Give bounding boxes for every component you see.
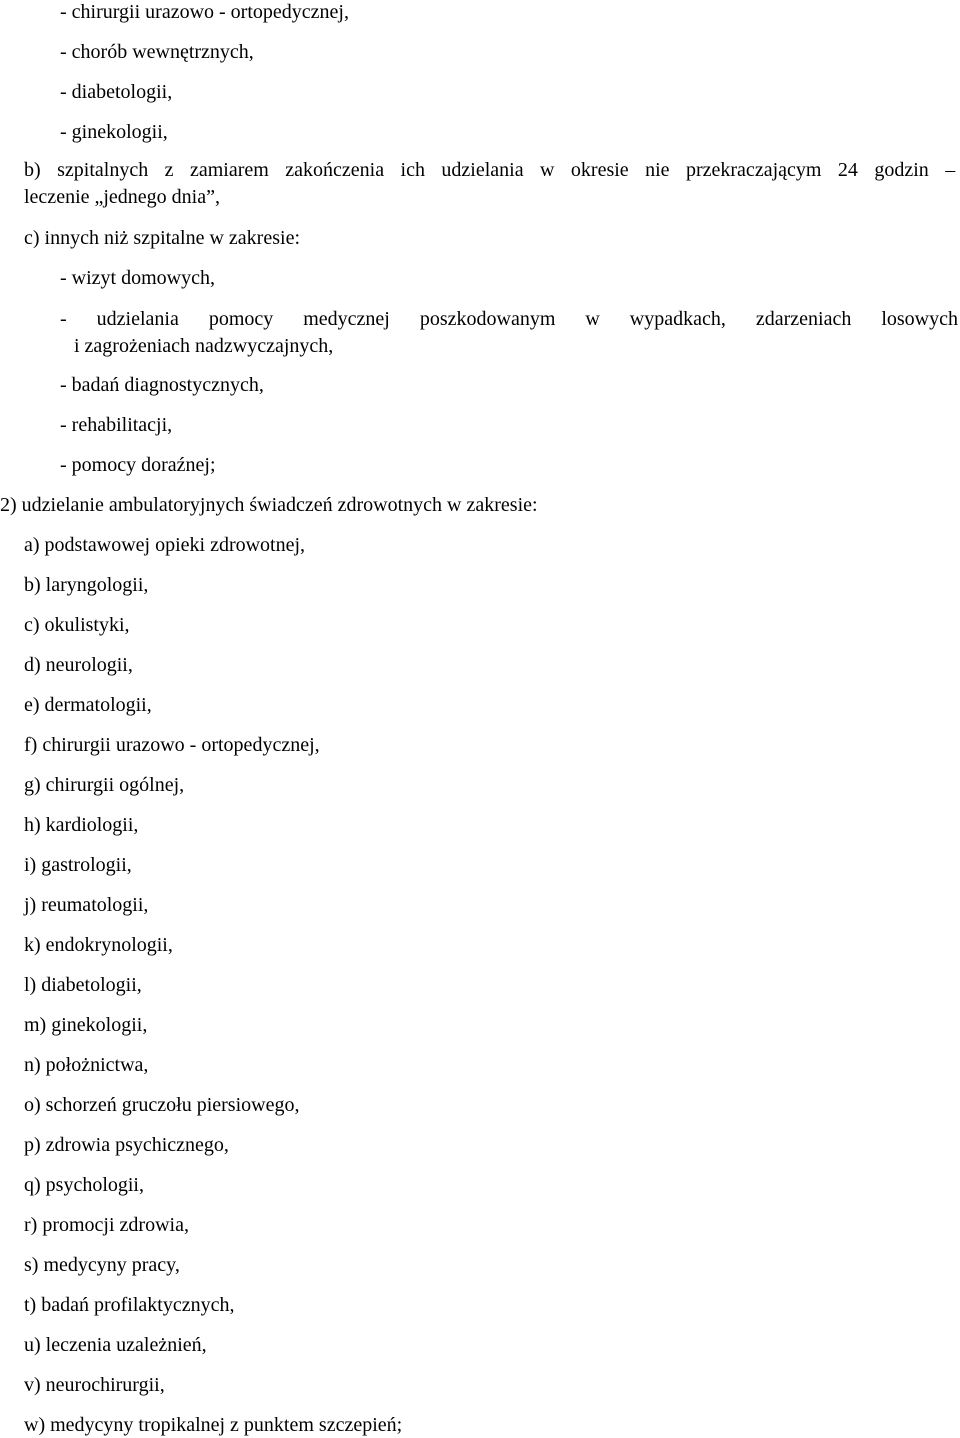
list-item: - rehabilitacji,: [60, 414, 173, 436]
list-item: u) leczenia uzależnień,: [24, 1334, 207, 1356]
list-item: - chirurgii urazowo - ortopedycznej,: [60, 1, 349, 23]
list-item: s) medycyny pracy,: [24, 1254, 180, 1276]
list-item: m) ginekologii,: [24, 1014, 148, 1036]
list-item: f) chirurgii urazowo - ortopedycznej,: [24, 734, 320, 756]
paragraph-item-c: c) innych niż szpitalne w zakresie:: [24, 227, 300, 249]
list-item: - badań diagnostycznych,: [60, 374, 264, 396]
list-item: h) kardiologii,: [24, 814, 139, 836]
list-item: i) gastrologii,: [24, 854, 132, 876]
paragraph-item-b: [24, 157, 955, 211]
list-item: v) neurochirurgii,: [24, 1374, 165, 1396]
list-item: q) psychologii,: [24, 1174, 144, 1196]
list-item: l) diabetologii,: [24, 974, 142, 996]
list-item-line1: - udzielania pomocy medycznej poszkodowanym w wypadkach, zdarzeniach losowych: [60, 308, 958, 330]
list-item: - ginekologii,: [60, 121, 168, 143]
list-item: e) dermatologii,: [24, 694, 152, 716]
list-item: - wizyt domowych,: [60, 267, 215, 289]
list-item: a) podstawowej opieki zdrowotnej,: [24, 534, 306, 556]
list-item: b) laryngologii,: [24, 574, 149, 596]
list-item: r) promocji zdrowia,: [24, 1214, 189, 1236]
list-item: g) chirurgii ogólnej,: [24, 774, 185, 796]
paragraph-item-b-line1: b) szpitalnych z zamiarem zakończenia ich udzielania w okresie nie przekraczającym 24 godzin –: [24, 159, 956, 181]
list-item: - pomocy doraźnej;: [60, 454, 216, 476]
list-item: d) neurologii,: [24, 654, 133, 676]
list-item: [60, 306, 958, 360]
list-item: - diabetologii,: [60, 81, 173, 103]
list-item: n) położnictwa,: [24, 1054, 149, 1076]
paragraph-item-b-line2: leczenie „jednego dnia”,: [24, 186, 220, 208]
list-item: p) zdrowia psychicznego,: [24, 1134, 229, 1156]
list-item: k) endokrynologii,: [24, 934, 173, 956]
list-item: w) medycyny tropikalnej z punktem szczepień;: [24, 1414, 403, 1436]
list-item: j) reumatologii,: [24, 894, 149, 916]
list-item: c) okulistyki,: [24, 614, 130, 636]
list-item: t) badań profilaktycznych,: [24, 1294, 235, 1316]
list-item-line2: i zagrożeniach nadzwyczajnych,: [74, 335, 334, 357]
section-heading: 2) udzielanie ambulatoryjnych świadczeń zdrowotnych w zakresie:: [0, 494, 538, 516]
list-item: - chorób wewnętrznych,: [60, 41, 254, 63]
list-item: o) schorzeń gruczołu piersiowego,: [24, 1094, 300, 1116]
